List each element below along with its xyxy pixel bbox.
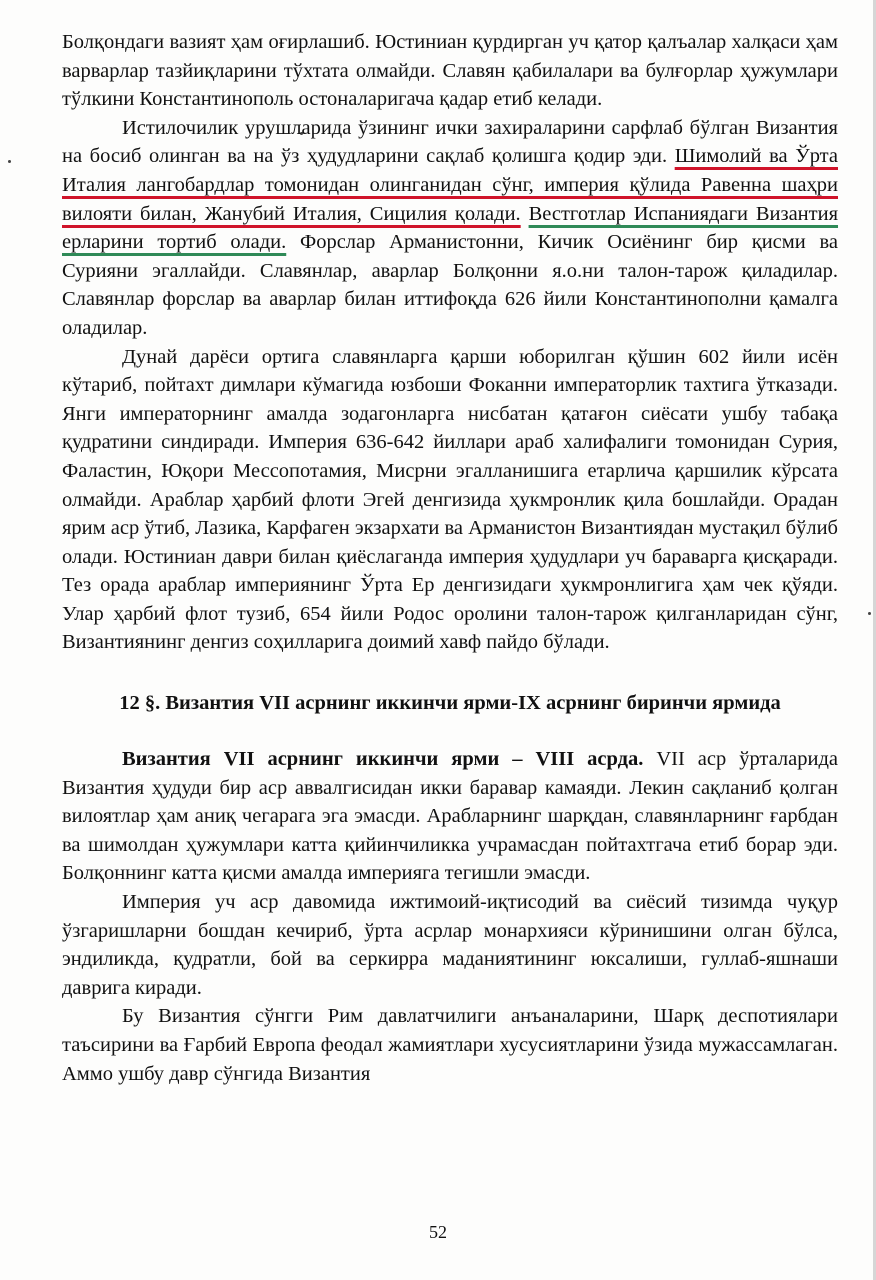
red-underlined-text: Шимолий ва Ўрта Италия лангобардлар томонидан олинганидан сўнг, империя қўлида Равенна шаҳри вилояти билан, Жанубий Италия, Сицилия қолади.	[62, 145, 838, 225]
paragraph-vii-century	[62, 745, 838, 888]
paragraph-territories	[62, 114, 838, 343]
paragraph-empire: Империя уч аср давомида ижтимоий-иқтисодий ва сиёсий тизимда чуқур ўзгаришларни бошдан кечириб, ўрта асрлар монархияси кўринишини олган бўлса, эндиликда, қудратли, бой ва серкирра маданиятининг юксалиши, гуллаб-яшнаши даврига киради.	[62, 891, 838, 999]
page-number: 52	[429, 1222, 447, 1242]
paragraph-lead: Византия VII асрнинг иккинчи ярми – VIII асрда.	[122, 748, 644, 771]
paragraph-danube: Дунай дарёси ортига славянларга қарши юборилган қўшин 602 йили исён кўтариб, пойтахт димлари кўмагида юзбоши Фоканни императорлик тахтига ўтказади. Янги императорнинг амалда зодагонларга нисбатан қатағон сиёсати ушбу табақа қудратини синдиради. Империя 636-642 йиллари араб халифалиги томонидан Сурия, Фаластин, Юқори Мессопотамия, Мисрни эгалланишига етарлича қаршилик кўрсата олмайди. Араблар ҳарбий флоти Эгей денгизида ҳукмронлик қила бошлайди. Орадан ярим аср ўтиб, Лазика, Карфаген экзархати ва Арманистон Византиядан мустақил бўлиб олади. Юстиниан даври билан қиёслаганда империя ҳудудлари уч бараварга қисқаради. Тез орада араблар империянинг Ўрта Ер денгизидаги ҳукмронлигига ҳам чек қўяди. Улар ҳарбий флот тузиб, 654 йили Родос оролини талон-тарож қилганларидан сўнг, Византиянинг денгиз соҳилларига доимий хавф пайдо бўлади.	[62, 345, 838, 654]
paragraph-continuation: Болқондаги вазият ҳам оғирлашиб. Юстиниан қурдирган уч қатор қалъалар халқаси ҳам варварлар тазйиқларини тўхтата олмайди. Славян қабилалари ва булғорлар ҳужумлари тўлкини Константинополь остоналаригача қадар етиб келади.	[62, 31, 838, 111]
section-heading: 12 §. Византия VII асрнинг иккинчи ярми-IX асрнинг биринчи ярмида	[119, 692, 781, 715]
speck	[868, 612, 871, 615]
paragraph-text: Истилочилик урушларида ўзининг ички захираларини сарфлаб бўлган Византия на босиб олинган ва на ўз ҳудудларини сақлаб қолишга қодир эди.	[62, 116, 838, 168]
paragraph-text: VII аср ўрталарида Византия ҳудуди бир аср аввалгисидан икки баравар камаяди. Лекин сақланиб қолган вилоятлар ҳам аниқ чегарага эга эмасди. Арабларнинг шарқдан, славянларнинг ғарбдан ва шимолдан ҳужумлари катта қийинчиликка учрамасдан пойтахтгача етиб борар эди. Болқоннинг катта қисми амалда империяга тегишли эмасди.	[62, 748, 838, 885]
spacer-text	[521, 203, 529, 225]
page-body	[62, 28, 838, 1088]
green-underlined-text: Вестготлар Испаниядаги Византия ерларини тортиб олади.	[62, 202, 839, 254]
paragraph-byzantium: Бу Византия сўнгги Рим давлатчилиги анъаналарини, Шарқ деспотиялари таъсирини ва Ғарбий Европа феодал жамиятлари хусусиятларини ўзида мужассамлаган. Аммо ушбу давр сўнгида Византия	[62, 1005, 838, 1085]
paragraph-text: Форслар Арманистонни, Кичик Осиёнинг бир қисми ва Сурияни эгаллайди. Славянлар, аварлар Болқонни я.о.ни талон-тарож қиладилар. Славянлар форслар ва аварлар билан иттифоқда 626 йили Константинополни қамалга оладилар.	[62, 231, 839, 339]
speck	[8, 160, 11, 163]
